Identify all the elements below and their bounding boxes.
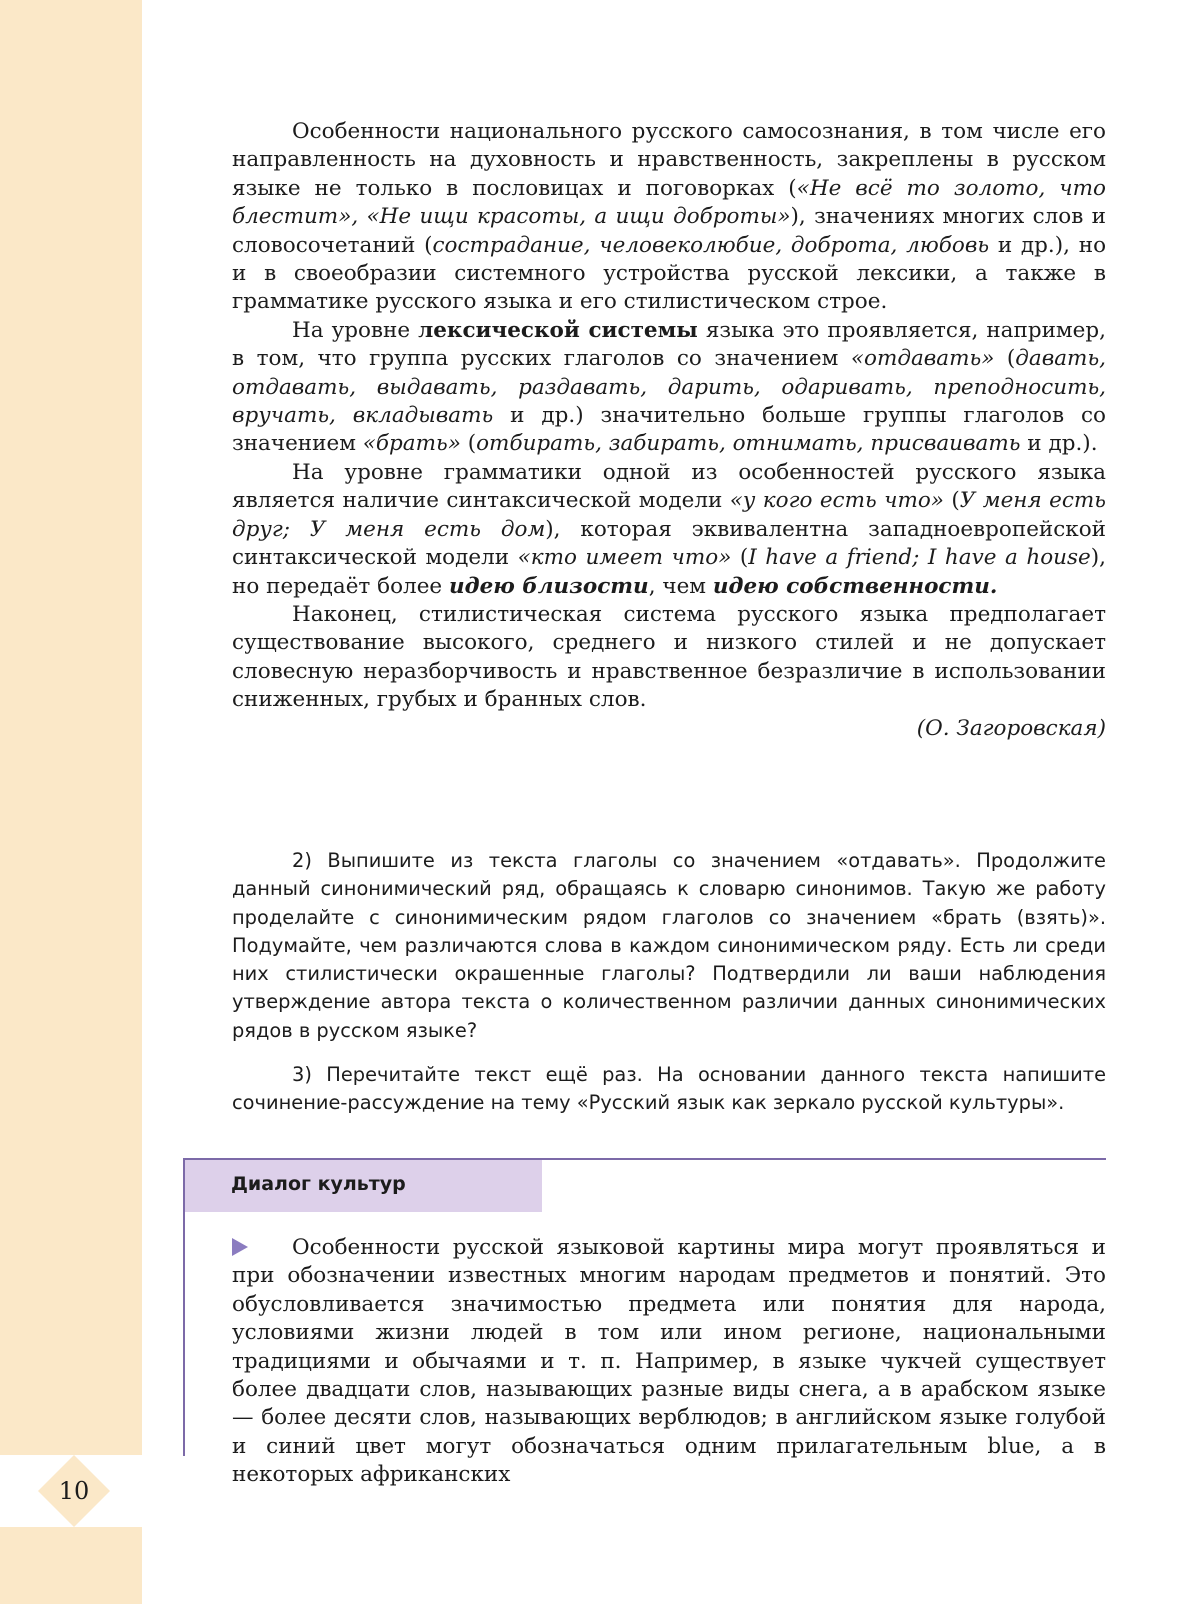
italic-span: «брать» [362,431,461,457]
paragraph-3 [232,459,1106,601]
text-span: ( [994,346,1016,372]
text-span: ( [943,488,960,514]
text-span: Особенности национального русского самосознания, в том числе его направленность на духовность и нравственность, закреплены в русском языке не только в пословицах и поговорках ( [232,119,1106,201]
main-text [232,118,1106,743]
text-span: , чем [648,573,713,599]
bold-span: лексической системы [418,317,698,343]
italic-span: «у кого есть что» [729,488,944,514]
dialog-heading: Диалог культур [231,1173,406,1195]
paragraph-2 [232,317,1106,459]
bold-italic-span: идею собственности. [712,573,998,599]
text-span: и др.), но и в своеобразии системного устройства русской лексики, а также в грамматике русского языка и его стилистическом строе. [232,232,1107,315]
text-span: ), но передаёт более [232,545,1106,599]
side-band [0,0,142,1604]
text-span: ), которая эквивалентна западноевропейской синтаксической модели [232,516,1107,571]
text-span: ( [460,431,477,457]
author-attribution: (О. Загоровская) [916,715,1106,741]
dialog-text [232,1234,1106,1488]
text-span: ( [731,545,749,571]
text-span: ), значениях многих слов и словосочетаний ( [232,204,1106,258]
italic-span: «Не всё то золото, что блестит», «Не ищи красоты, а ищи доброты» [232,175,1107,230]
italic-span: давать, отдавать, выдавать, раздавать, дарить, одаривать, преподносить, вручать, вкладывать [232,346,1106,429]
dialog-header [185,1160,542,1212]
italic-span: «кто имеет что» [517,545,732,571]
task-2: 2) Выпишите из текста глаголы со значением «отдавать». Продолжите данный синонимический ряд, обращаясь к словарю синонимов. Такую же работу проделайте с синонимическим рядом глаголов со значением «брать (взять)». Подумайте, чем различаются слова в каждом синонимическом ряду. Есть ли среди них стилистически окрашенные глаголы? Подтвердили ли ваши наблюдения утверждение автора текста о количественном различии данных синонимических рядов в русском языке? [232,849,1106,1042]
italic-span: отбирать, забирать, отнимать, присваивать [476,431,1021,457]
text-span: языка это проявляется, например, в том, что группа русских глаголов со значением [232,317,1106,372]
page-number: 10 [58,1477,90,1505]
italic-span: сострадание, человеколюбие, доброта, любовь [432,232,990,258]
paragraph-1 [232,118,1106,317]
dialog-body: Особенности русской языковой картины мира могут проявляться и при обозначении известных многим народам предметов и понятий. Это обусловливается значимостью предмета или понятия для народа, условиями жизни людей в том или ином регионе, национальными традициями и обычаями и т. п. Например, в языке чукчей существует более двадцати слов, называющих разные виды снега, а в арабском языке — более десяти слов, называющих верблюдов; в английском языке голубой и синий цвет могут обозначаться одним прилагательным blue, а в некоторых африканских [232,1235,1106,1488]
task-3: 3) Перечитайте текст ещё раз. На основании данного текста напишите сочинение-рассуждение на тему «Русский язык как зеркало русской культуры». [232,1063,1106,1115]
text-span: На уровне [292,317,419,343]
text-span: На уровне грамматики одной из особенностей русского языка является наличие синтаксической модели [232,459,1106,514]
italic-span: У меня есть друг; У меня есть дом [232,488,1106,542]
paragraph-4: Наконец, стилистическая система русского языка предполагает существование высокого, среднего и низкого стилей и не допускает словесную неразборчивость и нравственное безразличие в использовании сниженных, грубых и бранных слов. [232,601,1106,713]
italic-span: I have a friend; I have a house [748,545,1091,571]
text-span: и др.). [1020,431,1098,457]
tasks [232,847,1106,1134]
text-span: и др.) значительно больше группы глаголов со значением [232,403,1106,457]
bold-italic-span: идею близости [448,573,649,599]
italic-span: «отдавать» [850,346,995,372]
